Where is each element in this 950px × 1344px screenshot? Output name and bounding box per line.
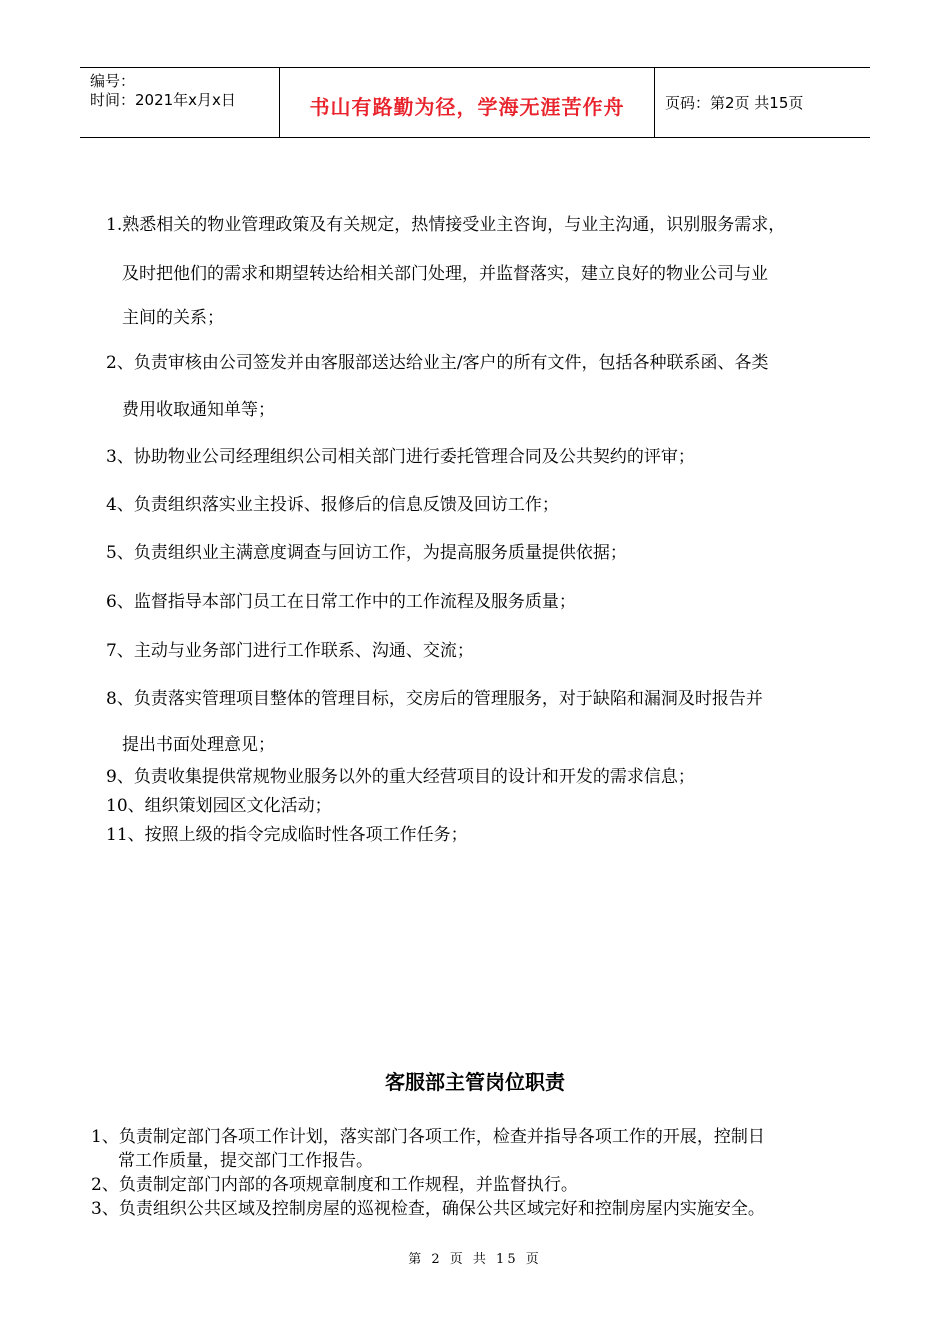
header-meta-cell <box>80 68 280 137</box>
duty-8-line-2: 提出书面处理意见； <box>122 735 275 755</box>
document-number-label: 编号： <box>90 72 136 90</box>
section-title: 客服部主管岗位职责 <box>385 1070 565 1094</box>
duty-11: 11、按照上级的指令完成临时性各项工作任务； <box>106 825 468 845</box>
duty-1-line-1: 1.熟悉相关的物业管理政策及有关规定，热情接受业主咨询，与业主沟通，识别服务需求， <box>106 215 786 235</box>
duty-7: 7、主动与业务部门进行工作联系、沟通、交流； <box>106 641 474 661</box>
duty-10: 10、组织策划园区文化活动； <box>106 796 332 816</box>
duty-2-line-1: 2、负责审核由公司签发并由客服部送达给业主/客户的所有文件，包括各种联系函、各类 <box>106 353 769 373</box>
header-page-cell <box>655 68 870 137</box>
header-motto-cell <box>280 68 655 137</box>
duty-2-line-2: 费用收取通知单等； <box>122 400 275 420</box>
duty-8-line-1: 8、负责落实管理项目整体的管理目标，交房后的管理服务，对于缺陷和漏洞及时报告并 <box>106 689 763 709</box>
duty-4: 4、负责组织落实业主投诉、报修后的信息反馈及回访工作； <box>106 495 559 515</box>
page-footer: 第 2 页 共 15 页 <box>408 1252 542 1267</box>
duty-6: 6、监督指导本部门员工在日常工作中的工作流程及服务质量； <box>106 592 576 612</box>
duty-9: 9、负责收集提供常规物业服务以外的重大经营项目的设计和开发的需求信息； <box>106 767 695 787</box>
document-date-label: 时间：2021年x月x日 <box>90 91 236 109</box>
duty-1-line-3: 主间的关系； <box>122 308 224 328</box>
duty-3: 3、协助物业公司经理组织公司相关部门进行委托管理合同及公共契约的评审； <box>106 447 695 467</box>
section-item-1-line-1: 1、负责制定部门各项工作计划，落实部门各项工作，检查并指导各项工作的开展，控制日 <box>91 1127 765 1147</box>
header-motto: 书山有路勤为径，学海无涯苦作舟 <box>309 95 625 119</box>
duty-5: 5、负责组织业主满意度调查与回访工作，为提高服务质量提供依据； <box>106 543 627 563</box>
page-header <box>80 67 870 138</box>
section-item-3: 3、负责组织公共区域及控制房屋的巡视检查，确保公共区域完好和控制房屋内实施安全。 <box>91 1199 765 1219</box>
section-item-2: 2、负责制定部门内部的各项规章制度和工作规程，并监督执行。 <box>91 1175 578 1195</box>
section-item-1-line-2: 常工作质量，提交部门工作报告。 <box>118 1151 373 1171</box>
duty-1-line-2: 及时把他们的需求和期望转达给相关部门处理，并监督落实，建立良好的物业公司与业 <box>122 264 768 284</box>
header-page-info: 页码：第2页 共15页 <box>665 94 804 112</box>
